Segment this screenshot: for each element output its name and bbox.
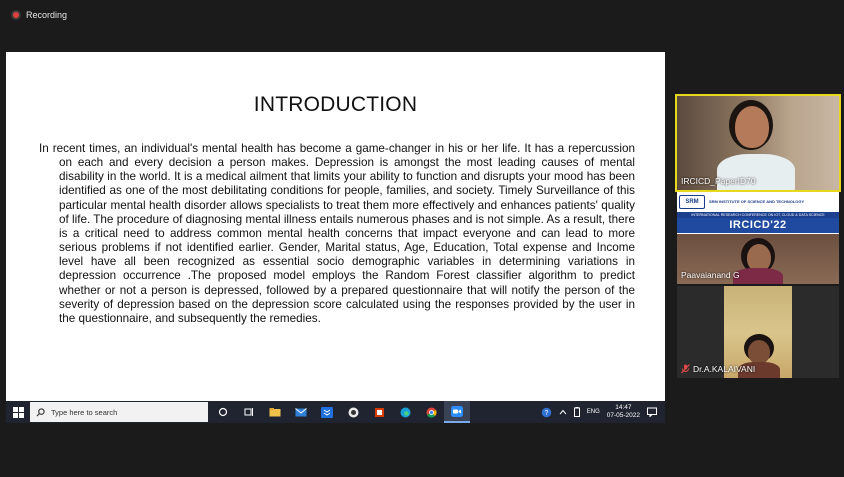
zoom-icon: [451, 406, 463, 417]
office-icon: [374, 407, 385, 418]
input-language[interactable]: ENG: [586, 409, 600, 415]
chrome-button[interactable]: [418, 401, 444, 423]
svg-text:?: ?: [544, 409, 549, 417]
participant-tile-active-speaker[interactable]: [677, 96, 839, 190]
taskbar-apps: [210, 401, 470, 423]
person-body: [733, 268, 783, 284]
srm-logo: SRM: [679, 195, 705, 209]
app-button-circle[interactable]: [340, 401, 366, 423]
folder-icon: [269, 407, 281, 417]
clock-date: 07-05-2022: [606, 412, 640, 419]
clock-time: 14:47: [615, 404, 632, 411]
participant-name-label: [681, 270, 740, 280]
edge-button[interactable]: [392, 401, 418, 423]
edge-icon: [400, 407, 411, 418]
mail-icon: [295, 408, 307, 417]
task-view-button[interactable]: [236, 401, 262, 423]
search-icon: [36, 408, 45, 417]
shared-screen: [6, 52, 665, 423]
help-icon[interactable]: [541, 407, 552, 418]
participant-tile[interactable]: [677, 286, 839, 378]
participant-tile[interactable]: [677, 192, 839, 284]
participant-name: IRCICD_PaperID70: [681, 176, 756, 186]
participant-name-label: [681, 176, 756, 186]
app-circle-icon: [348, 407, 359, 418]
file-explorer-button[interactable]: [262, 401, 288, 423]
chrome-icon: [426, 407, 437, 418]
dropbox-button[interactable]: [314, 401, 340, 423]
windows-logo-icon: [13, 407, 24, 418]
institute-name: SRM INSTITUTE OF SCIENCE AND TECHNOLOGY: [709, 198, 805, 204]
office-button[interactable]: [366, 401, 392, 423]
task-view-icon: [244, 407, 254, 417]
chevron-up-icon[interactable]: [559, 409, 567, 415]
cortana-button[interactable]: [210, 401, 236, 423]
recording-indicator[interactable]: [11, 10, 67, 20]
taskbar-clock[interactable]: [607, 404, 640, 420]
battery-icon[interactable]: [574, 407, 580, 417]
cortana-icon: [218, 407, 228, 417]
taskbar-search-box[interactable]: [30, 402, 208, 422]
system-tray: [541, 404, 665, 420]
slide-body-text: In recent times, an individual's mental health has become a game-changer in his or her life. It has a repercussion on each and every decision a person makes. Depression is amongst the most leading causes of mental disability in the world. It is a medical ailment that limits your ability to function and disrupts your mood has been identified as one of the most debilitating conditions for people, families, and society. Timely Surveillance of this particular mental health disorder allows specialists to treat them more effectively and enhances patients' quality of life. The procedure of diagnosing mental illness entails numerous phases and is not simple. As a result, there is a critical need to address common mental health concerns that impact everyone and can lead to more serious problems if not identified earlier. Gender, Marital status, Age, Education, Total expense and Income level have all been recognized as essential socio demographic variables in determining variations in depression occurrence .The proposed model employs the Random Forest classifier algorithm to predict whether or not a person is depressed, followed by a prepared questionnaire that will notify the person of the severity of depression based on the depression score calculated using the responses provided by the user in the questionnaire, and subsequently the remedies.: [39, 142, 635, 325]
conference-banner: [677, 192, 839, 234]
conference-name-strip: INTERNATIONAL RESEARCH CONFERENCE ON IOT, CLOUD & DATA SCIENCE: [677, 212, 839, 218]
zoom-button[interactable]: [444, 401, 470, 423]
mail-button[interactable]: [288, 401, 314, 423]
muted-mic-icon: [681, 364, 690, 374]
notification-icon[interactable]: [647, 407, 657, 417]
participant-name-label: [681, 364, 755, 374]
conference-title: IRCICD'22: [677, 218, 839, 233]
slide-title: INTRODUCTION: [253, 93, 418, 116]
dropbox-icon: [321, 407, 333, 418]
presentation-slide: [6, 52, 665, 401]
person-face: [735, 106, 769, 148]
record-icon: [11, 10, 21, 20]
recording-label: Recording: [26, 10, 68, 20]
participant-name: Dr.A.KALAIVANI: [693, 364, 756, 374]
person-face: [748, 340, 770, 364]
banner-header: [679, 193, 837, 211]
windows-taskbar: [6, 401, 665, 423]
participant-name: Paavaianand G: [681, 270, 740, 280]
search-placeholder: Type here to search: [51, 407, 118, 417]
start-button[interactable]: [6, 401, 30, 423]
